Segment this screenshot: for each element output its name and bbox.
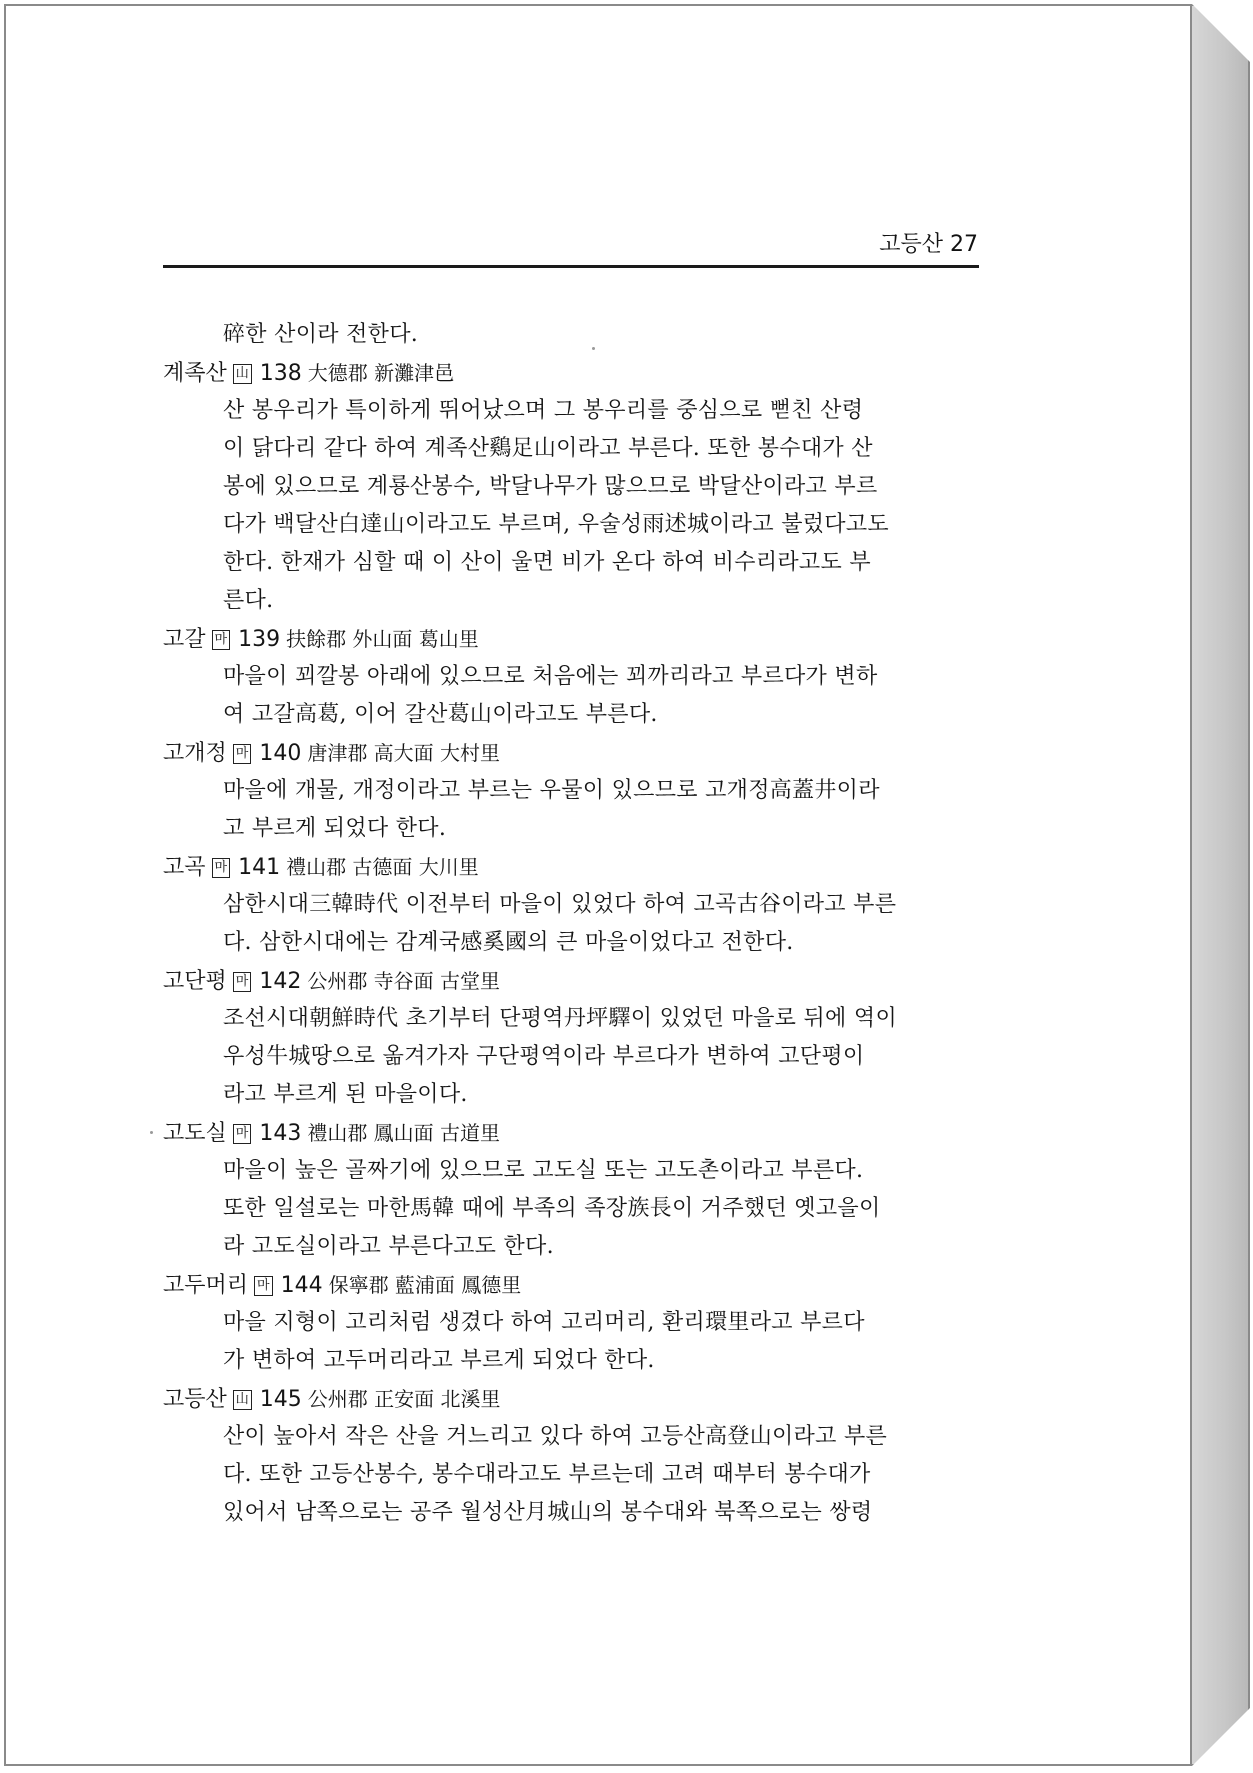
entry-text-line: 다가 백달산白達山이라고도 부르며, 우술성雨述城이라고 불렀다고도 (223, 512, 889, 537)
entry-number: 138 (259, 361, 302, 386)
entry-text-line: 삼한시대三韓時代 이전부터 마을이 있었다 하여 고곡古谷이라고 부른 (223, 892, 897, 917)
entry-number: 139 (238, 627, 281, 652)
entry-heading (163, 620, 983, 658)
entry-address: 大德郡 新灘津邑 (307, 361, 455, 385)
entry-text-line: 또한 일설로는 마한馬韓 때에 부족의 족장族長이 거주했던 옛고을이 (223, 1196, 881, 1221)
entry-text-line: 있어서 남쪽으로는 공주 월성산月城山의 봉수대와 북쪽으로는 쌍령 (223, 1500, 873, 1525)
entry-heading (163, 354, 983, 392)
category-badge-icon: 마 (212, 858, 231, 878)
entry-address: 公州郡 寺谷面 古堂里 (307, 969, 501, 993)
entry-number: 144 (280, 1273, 323, 1298)
entry-term: 고등산 (163, 1387, 227, 1412)
entry-number: 145 (259, 1387, 302, 1412)
entry-number: 143 (259, 1121, 302, 1146)
entry-text-line: 마을이 높은 골짜기에 있으므로 고도실 또는 고도촌이라고 부른다. (223, 1158, 864, 1183)
entry-text-line: 이 닭다리 같다 하여 계족산鷄足山이라고 부른다. 또한 봉수대가 산 (223, 436, 873, 461)
entry-text-line: 다. 삼한시대에는 감계국感奚國의 큰 마을이었다고 전한다. (223, 930, 794, 955)
dictionary-entry (163, 1114, 983, 1266)
category-badge-icon: 마 (233, 744, 252, 764)
dictionary-entry (163, 1380, 983, 1532)
book-edge-top-corner (1192, 4, 1250, 62)
entry-text-line: 른다. (223, 588, 274, 613)
entry-text-line: 고 부르게 되었다 한다. (223, 816, 447, 841)
entry-text-line: 마을에 개물, 개정이라고 부르는 우물이 있으므로 고개정高蓋井이라 (223, 778, 880, 803)
entry-term: 고단평 (163, 969, 227, 994)
entry-number: 141 (238, 855, 281, 880)
entry-text-line: 라고 부르게 된 마을이다. (223, 1082, 468, 1107)
continuation-line: 碎한 산이라 전한다. (223, 322, 419, 347)
dictionary-entry (163, 848, 983, 962)
entry-text-line: 라 고도실이라고 부른다고도 한다. (223, 1234, 554, 1259)
entry-term: 고갈 (163, 627, 206, 652)
entry-term: 고두머리 (163, 1273, 249, 1298)
entry-text-line: 봉에 있으므로 계룡산봉수, 박달나무가 많으므로 박달산이라고 부르 (223, 474, 878, 499)
dictionary-entry (163, 734, 983, 848)
entry-heading (163, 1114, 983, 1152)
entry-text-line: 마을 지형이 고리처럼 생겼다 하여 고리머리, 환리環里라고 부르다 (223, 1310, 865, 1335)
category-badge-icon: 마 (233, 1124, 252, 1144)
header-rule (163, 265, 979, 268)
book-spine-edge (1192, 4, 1250, 1766)
entry-number: 140 (259, 741, 302, 766)
category-badge-icon: 마 (254, 1276, 273, 1296)
category-badge-icon: 山 (233, 1390, 252, 1410)
entry-heading (163, 848, 983, 886)
entry-heading (163, 1266, 983, 1304)
entry-address: 公州郡 正安面 北溪里 (307, 1387, 501, 1411)
entry-text-line: 다. 또한 고등산봉수, 봉수대라고도 부르는데 고려 때부터 봉수대가 (223, 1462, 871, 1487)
dictionary-body (163, 316, 983, 1532)
entry-address: 扶餘郡 外山面 葛山里 (286, 627, 479, 651)
category-badge-icon: 山 (233, 364, 252, 384)
entry-text-line: 산이 높아서 작은 산을 거느리고 있다 하여 고등산高登山이라고 부른 (223, 1424, 888, 1449)
entry-term: 고곡 (163, 855, 206, 880)
entry-term: 고도실 (163, 1121, 227, 1146)
entry-address: 唐津郡 高大面 大村里 (307, 741, 501, 765)
category-badge-icon: 마 (212, 630, 231, 650)
entry-term: 고개정 (163, 741, 227, 766)
entry-list (163, 354, 983, 1532)
entry-text-line: 한다. 한재가 심할 때 이 산이 울면 비가 온다 하여 비수리라고도 부 (223, 550, 871, 575)
entry-text-line: 여 고갈高葛, 이어 갈산葛山이라고도 부른다. (223, 702, 658, 727)
print-speck (150, 1131, 153, 1134)
entry-heading (163, 1380, 983, 1418)
entry-address: 保寧郡 藍浦面 鳳德里 (328, 1273, 522, 1297)
entry-text-line: 조선시대朝鮮時代 초기부터 단평역丹坪驛이 있었던 마을로 뒤에 역이 (223, 1006, 898, 1031)
entry-text-line: 산 봉우리가 특이하게 뛰어났으며 그 봉우리를 중심으로 뻗친 산령 (223, 398, 864, 423)
running-head: 고등산 27 (879, 232, 978, 257)
entry-number: 142 (259, 969, 302, 994)
entry-text-line: 우성牛城땅으로 옮겨가자 구단평역이라 부르다가 변하여 고단평이 (223, 1044, 865, 1069)
entry-text-line: 마을이 꾀깔봉 아래에 있으므로 처음에는 꾀까리라고 부르다가 변하 (223, 664, 878, 689)
entry-term: 계족산 (163, 361, 227, 386)
dictionary-entry (163, 620, 983, 734)
book-edge-bottom-corner (1192, 1708, 1250, 1766)
entry-text-line: 가 변하여 고두머리라고 부르게 되었다 한다. (223, 1348, 655, 1373)
dictionary-entry (163, 962, 983, 1114)
entry-address: 禮山郡 古德面 大川里 (286, 855, 479, 879)
entry-heading (163, 734, 983, 772)
dictionary-entry (163, 354, 983, 620)
dictionary-entry (163, 1266, 983, 1380)
entry-address: 禮山郡 鳳山面 古道里 (307, 1121, 501, 1145)
entry-heading (163, 962, 983, 1000)
category-badge-icon: 마 (233, 972, 252, 992)
